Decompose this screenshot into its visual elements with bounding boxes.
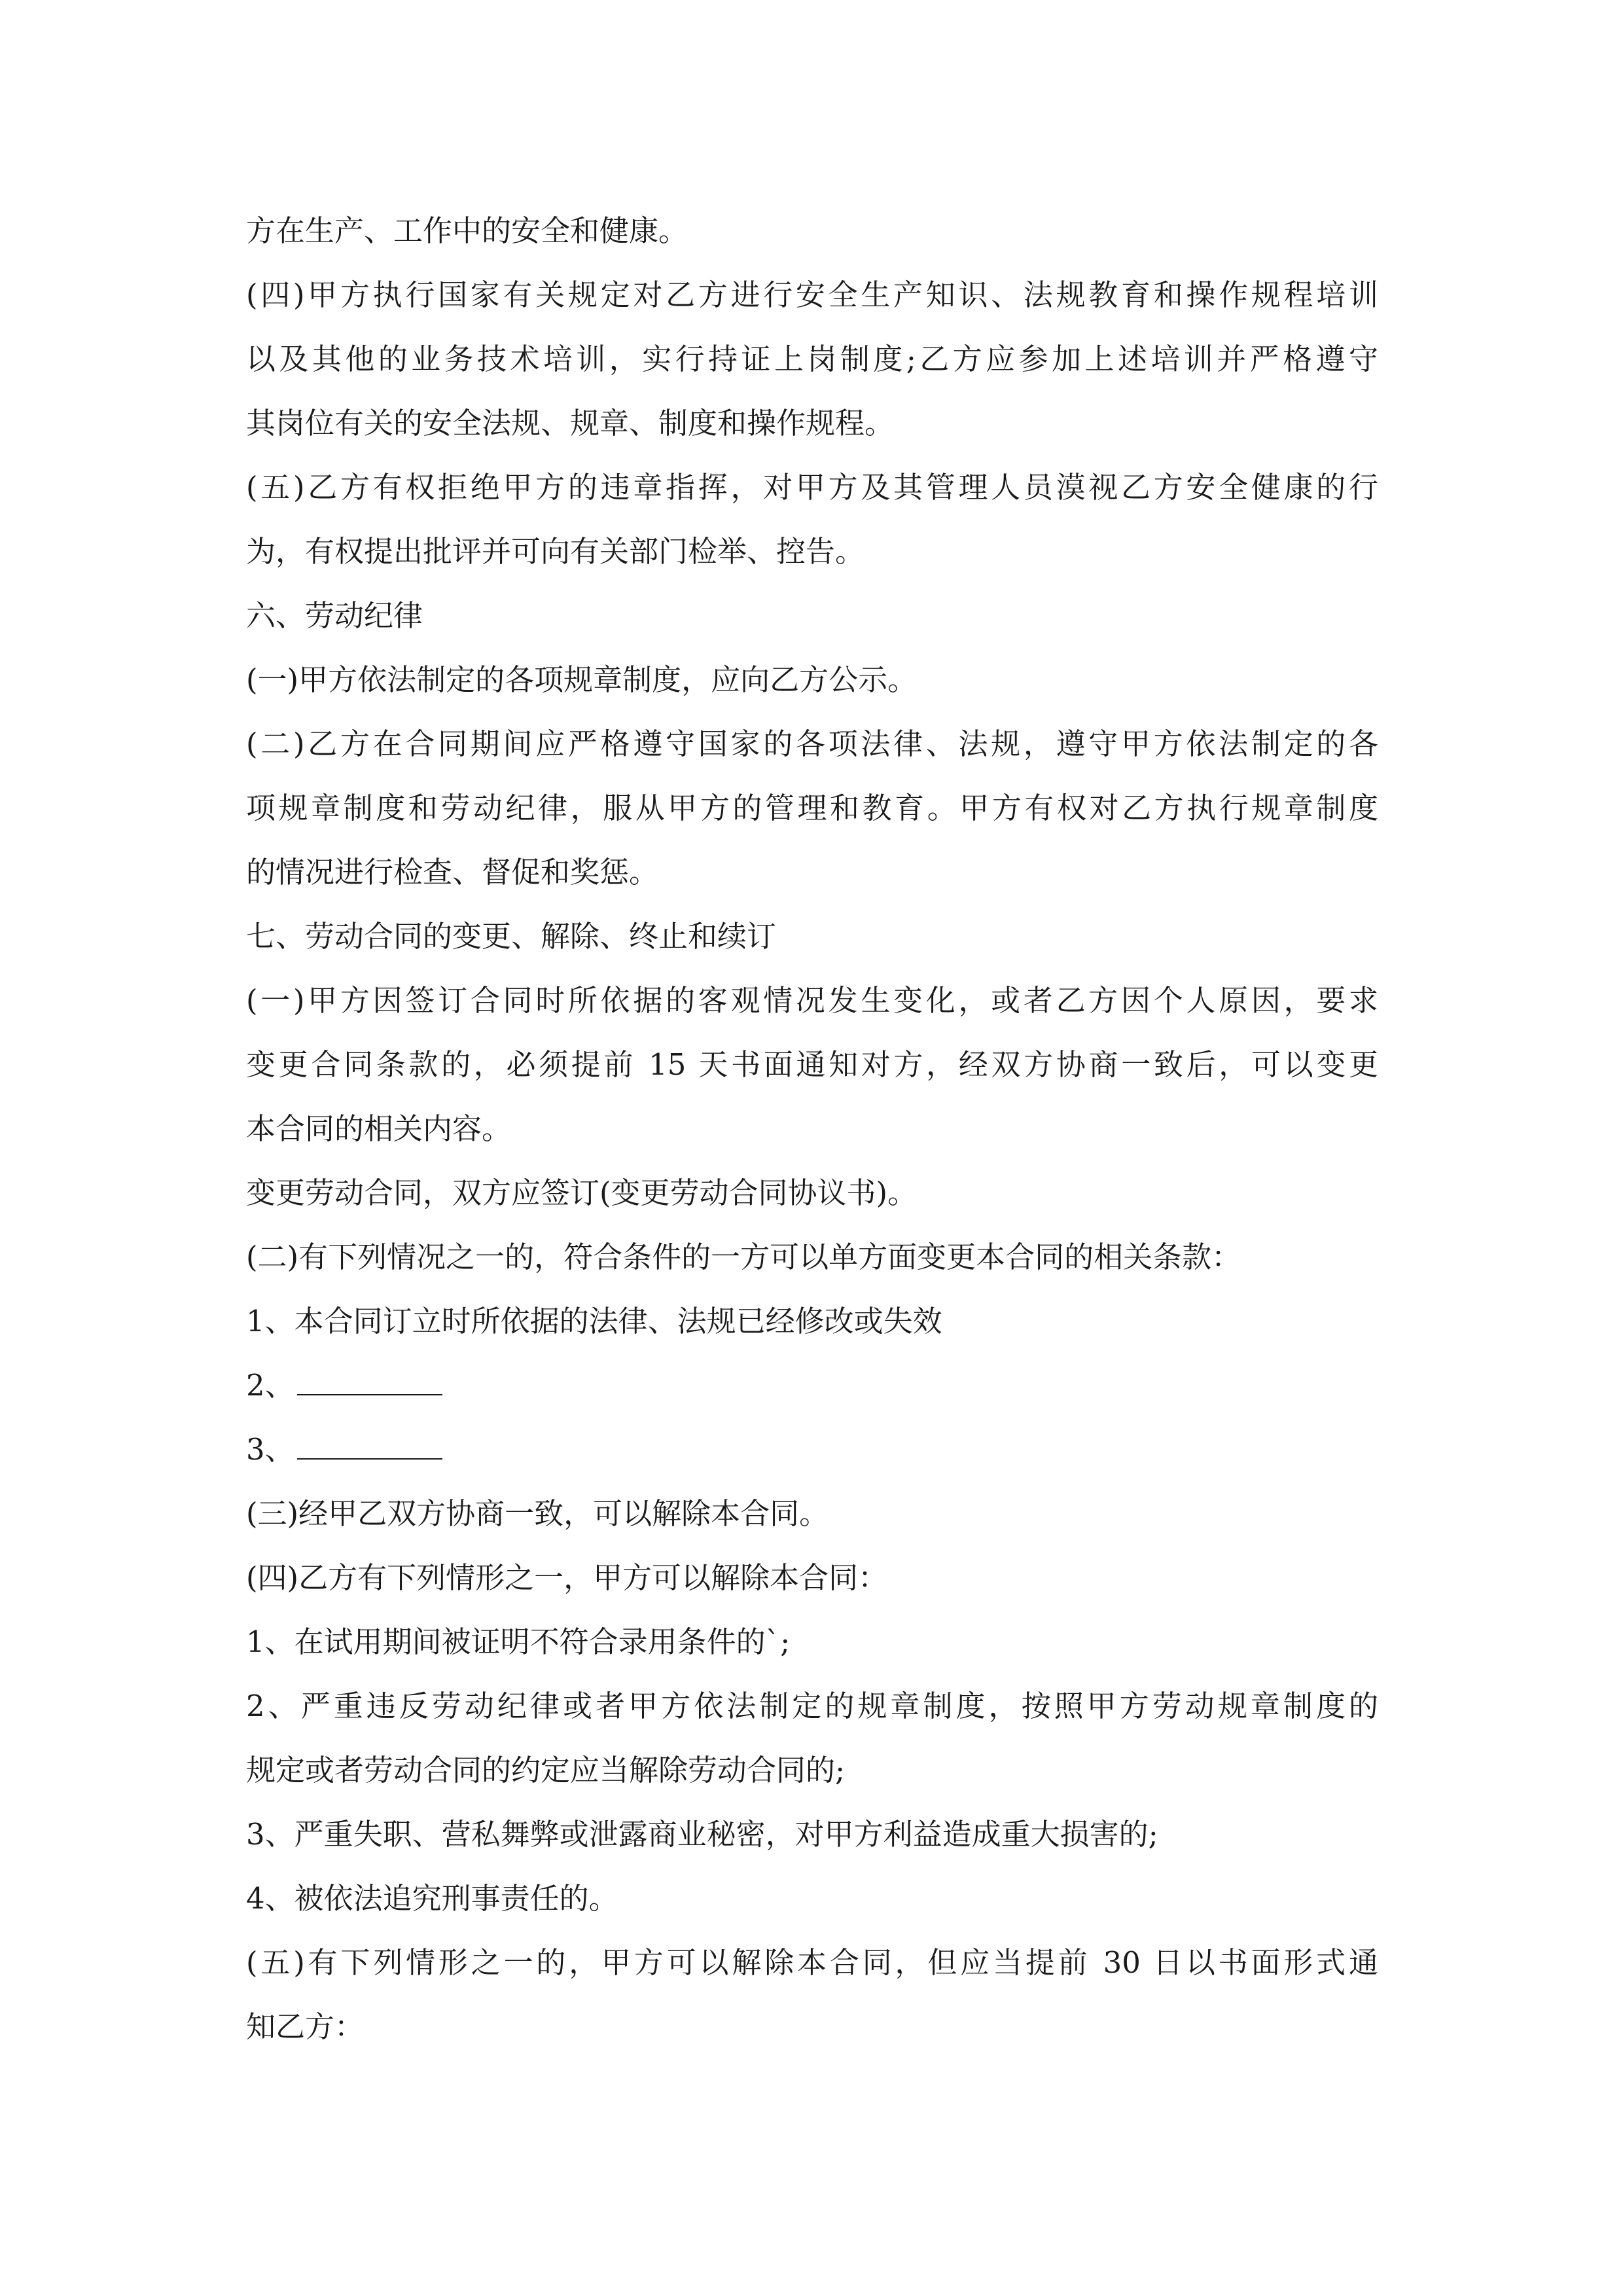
text-line: (一)甲方因签订合同时所依据的客观情况发生变化，或者乙方因个人原因，要求 (246, 983, 1378, 1018)
text-line: 变更劳动合同，双方应签订(变更劳动合同协议书)。 (246, 1175, 918, 1210)
blank-item (246, 1418, 1378, 1482)
fill-in-blank (297, 1361, 442, 1395)
section-heading: 七、劳动合同的变更、解除、终止和续订 (246, 919, 777, 954)
text-line: 以及其他的业务技术培训，实行持证上岗制度;乙方应参加上述培训并严格遵守 (246, 342, 1378, 376)
section-heading: 六、劳动纪律 (246, 598, 423, 633)
text-line: 3、严重失职、营私舞弊或泄露商业秘密，对甲方利益造成重大损害的; (246, 1817, 1158, 1852)
document-body (246, 199, 1378, 2059)
text-line: (二)乙方在合同期间应严格遵守国家的各项法律、法规，遵守甲方依法制定的各 (246, 726, 1378, 761)
blank-item (246, 1354, 1378, 1418)
text-line: 项规章制度和劳动纪律，服从甲方的管理和教育。甲方有权对乙方执行规章制度 (246, 791, 1378, 825)
text-line: 其岗位有关的安全法规、规章、制度和操作规程。 (246, 406, 895, 440)
text-line: 为，有权提出批评并可向有关部门检举、控告。 (246, 534, 865, 569)
text-line: (四)甲方执行国家有关规定对乙方进行安全生产知识、法规教育和操作规程培训 (246, 278, 1378, 312)
text-line: (一)甲方依法制定的各项规章制度，应向乙方公示。 (246, 662, 918, 697)
text-line: 知乙方： (246, 2009, 365, 2044)
blank-item-number: 2、 (246, 1368, 294, 1403)
text-line: (四)乙方有下列情形之一，甲方可以解除本合同： (246, 1560, 888, 1595)
text-line: 方在生产、工作中的安全和健康。 (246, 213, 688, 248)
text-line: 1、本合同订立时所依据的法律、法规已经修改或失效 (246, 1304, 942, 1338)
text-line: 变更合同条款的，必须提前 15 天书面通知对方，经双方协商一致后，可以变更 (246, 1047, 1378, 1082)
text-line: 1、在试用期间被证明不符合录用条件的`; (246, 1624, 791, 1659)
text-line: (三)经甲乙双方协商一致，可以解除本合同。 (246, 1496, 829, 1531)
text-line: (五)有下列情形之一的，甲方可以解除本合同，但应当提前 30 日以书面形式通 (246, 1945, 1378, 1980)
text-line: (五)乙方有权拒绝甲方的违章指挥，对甲方及其管理人员漠视乙方安全健康的行 (246, 470, 1378, 505)
text-line: (二)有下列情况之一的，符合条件的一方可以单方面变更本合同的相关条款： (246, 1240, 1241, 1274)
text-line: 的情况进行检查、督促和奖惩。 (246, 855, 659, 889)
blank-item-number: 3、 (246, 1432, 294, 1467)
text-line: 本合同的相关内容。 (246, 1111, 512, 1146)
text-line: 2、严重违反劳动纪律或者甲方依法制定的规章制度，按照甲方劳动规章制度的 (246, 1689, 1378, 1723)
text-line: 4、被依法追究刑事责任的。 (246, 1881, 618, 1916)
text-line: 规定或者劳动合同的约定应当解除劳动合同的; (246, 1753, 846, 1787)
fill-in-blank (297, 1426, 442, 1460)
